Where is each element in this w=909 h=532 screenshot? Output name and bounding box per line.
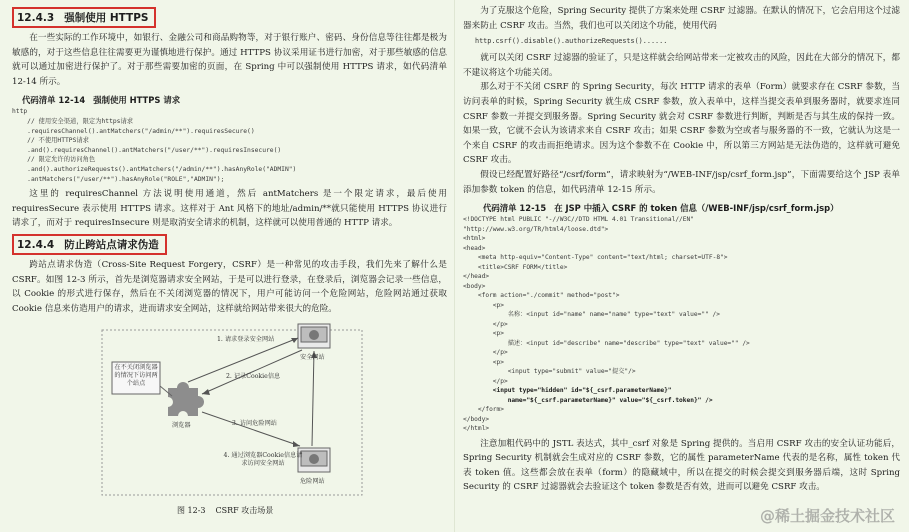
arrowhead-step3 <box>293 441 300 447</box>
paragraph: 假设已经配置好路径“/csrf/form”，请求映射为“/WEB-INF/jsp/csrf_form.jsp”，下面需要给这个 JSP 表单添加参数 token 的信息，如代码清单 12-15 所示。 <box>463 169 900 195</box>
code-block-jsp <box>463 215 900 434</box>
paragraph: 为了克服这个危险，Spring Security 提供了方案来处理 CSRF 过滤器。在默认的情况下，它会启用这个过滤器来防止 CSRF 攻击。当然，我们也可以关闭这个功能，使用代码 <box>463 6 900 31</box>
figure-caption-text: CSRF 攻击场景 <box>215 506 274 516</box>
browser-puzzle-icon <box>163 382 204 421</box>
paragraph: 在一些实际的工作环境中，如银行、金融公司和商品购物等，对于银行账户、密码、身份信息等往往都是极为敏感的，对于这些信息往往需要更为谨慎地进行保护。通过 HTTPS 协议采用证书进行加密，对于那些敏感的信息就可以通过加密进行保护了。对于那些需要加密的页面，在 Spring 中可以强制使用 HTTPS 请求，如代码清单 12-14 所示。 <box>12 33 447 87</box>
note-label: 在不关闭浏览器的情况下访问两个站点 <box>114 364 158 388</box>
step3-label: 3. 访问危险网站 <box>232 420 277 428</box>
step1-label: 1. 请求登录安全网站 <box>217 336 275 344</box>
step4-label: 4. 通过浏览器Cookie信息请求访问安全网站 <box>223 452 303 468</box>
section-title: 防止跨站点请求伪造 <box>64 238 159 251</box>
arrowhead-step2 <box>202 389 210 395</box>
listing-number: 代码清单 12-14 <box>22 95 86 106</box>
arrow-step4 <box>312 351 314 446</box>
safe-site-label: 安全网站 <box>300 354 325 362</box>
section-heading-csrf <box>12 234 167 255</box>
section-number: 12.4.3 <box>17 12 55 24</box>
step2-label: 2. 记录Cookie信息 <box>226 373 281 381</box>
figure-csrf-scenario <box>12 316 447 521</box>
figure-number: 图 12-3 <box>177 506 206 516</box>
paragraph: 就可以关闭 CSRF 过滤器的验证了，只是这样就会给网站带来一定被攻击的风险，因此在大部分的情况下，都不建议将这个功能关闭。 <box>463 53 900 78</box>
danger-site-label: 危险网站 <box>300 478 325 486</box>
paragraph: 注意加粗代码中的 JSTL 表达式，其中_csrf 对象是 Spring 提供的。当启用 CSRF 攻击的安全认证功能后，Spring Security 机制就会生成对应的 CSRF 参数，它的属性 parameterName 代表的是名称，属性 token 代表 token 值。这些都会放在表单（form）的隐藏域中，所以在提交的时候会提交到服务器后端，这时 Spring Security 的 CSRF 过滤器就会去验证这个 token 参数是否有效，进而可以避免 CSRF 攻击。 <box>463 438 900 493</box>
listing-title: 在 JSP 中插入 CSRF 的 token 信息（/WEB-INF/jsp/csrf_form.jsp） <box>554 203 839 214</box>
figure-caption <box>177 505 273 516</box>
safe-site-icon <box>298 324 330 348</box>
paragraph: 那么对于不关闭 CSRF 的 Spring Security，每次 HTTP 请求的表单（Form）就要求存在 CSRF 参数，当访问表单的时候，Spring Security 就生成 CSRF 参数，放入表单中，这样当提交表单到服务器时，就要求连同 CSRF 参数一并提交到服务器。Spring Security 就会对 CSRF 参数进行判断，判断是否与其生成的保持一致。如果一致，它就不会认为该请求来自 CSRF 攻击；如果 CSRF 参数为空或者与服务器的不一致，它就认为这是一个来自 CSRF 的攻击而拒绝请求。因为这个参数不在 Cookie 中，所以第三方网站是无法伪造的，这样就可避免 CSRF 攻击。 <box>463 82 900 166</box>
inline-code: http.csrf().disable().authorizeRequests()...... <box>475 37 668 46</box>
code-listing-title <box>22 94 447 106</box>
code-listing-title <box>483 202 900 214</box>
section-heading-https <box>12 7 156 28</box>
csrf-diagram <box>12 316 447 521</box>
right-page <box>455 0 909 532</box>
listing-title: 强制使用 HTTPS 请求 <box>93 95 181 106</box>
code-block-https: http // 使用安全渠道，限定为https请求 .requiresChannel().antMatchers("/admin/**").requiresSecure() // 不使用HTTPS请求 .and().requiresChannel().antMatchers("/user/**").requiresInsecure() // 限定允许的访问角色 .and().authorizeRequests().antMatchers("/admin/**").hasAnyRole("ADMIN") .antMatchers("/user/**").hasAnyRole("ROLE","ADMIN"); <box>12 108 297 183</box>
paragraph: 跨站点请求伪造（Cross-Site Request Forgery，CSRF）是一种常见的攻击手段，我们先来了解什么是 CSRF。如图 12-3 所示，首先是浏览器请求安全网站，于是可以进行登录，在登录后，浏览器会记录一些信息，以 Cookie 的形式进行保存，然后在不关闭浏览器的情况下，用户可能访问一个危险网站，危险网站通过获取 Cookie 信息来仿造用户的请求，进而请求安全网站，这样就给网站带来很大的危险。 <box>12 259 447 314</box>
paragraph: 这里的 requiresChannel 方法说明使用通道，然后 antMatchers 是一个限定请求，最后使用 requiresSecure 表示使用 HTTPS 请求。这样对于 Ant 风格下的地址/admin/**就只能使用 HTTPS 协议进行请求了，而对于 requiresInsecure 则是取消安全请求的机制，这样就可以使用普通的 HTTP 请求。 <box>12 189 447 229</box>
listing-number: 代码清单 12-15 <box>483 203 547 214</box>
browser-label: 浏览器 <box>172 422 191 430</box>
section-number: 12.4.4 <box>17 238 55 251</box>
code-jsp-bold-hidden-input: <input type="hidden" id="${_csrf.parameterName}" name="${_csrf.parameterName}" value="${_csrf.token}" /> <box>492 387 713 404</box>
section-title: 强制使用 HTTPS <box>64 12 149 24</box>
code-jsp-part1: <!DOCTYPE html PUBLIC "-//W3C//DTD HTML 4.01 Transitional//EN" "http://www.w3.org/TR/html4/loose.dtd"> <html> <head> <meta http-equiv="Content-Type" content="text/html; charset=UTF-8"> <title>CSRF FORM</title> </head> <body> <form action="./commit" method="post"> <p> 名称：<input id="name" name="name" type="text" value="" /> </p> <p> 描述：<input id="describe" name="describe" type="text" value="" /> </p> <p> <input type="submit" value="提交"/> </p> <box>463 216 750 385</box>
code-jsp-part3: </form> </body> </html> <box>463 406 504 433</box>
watermark: @稀土掘金技术社区 <box>759 507 895 525</box>
